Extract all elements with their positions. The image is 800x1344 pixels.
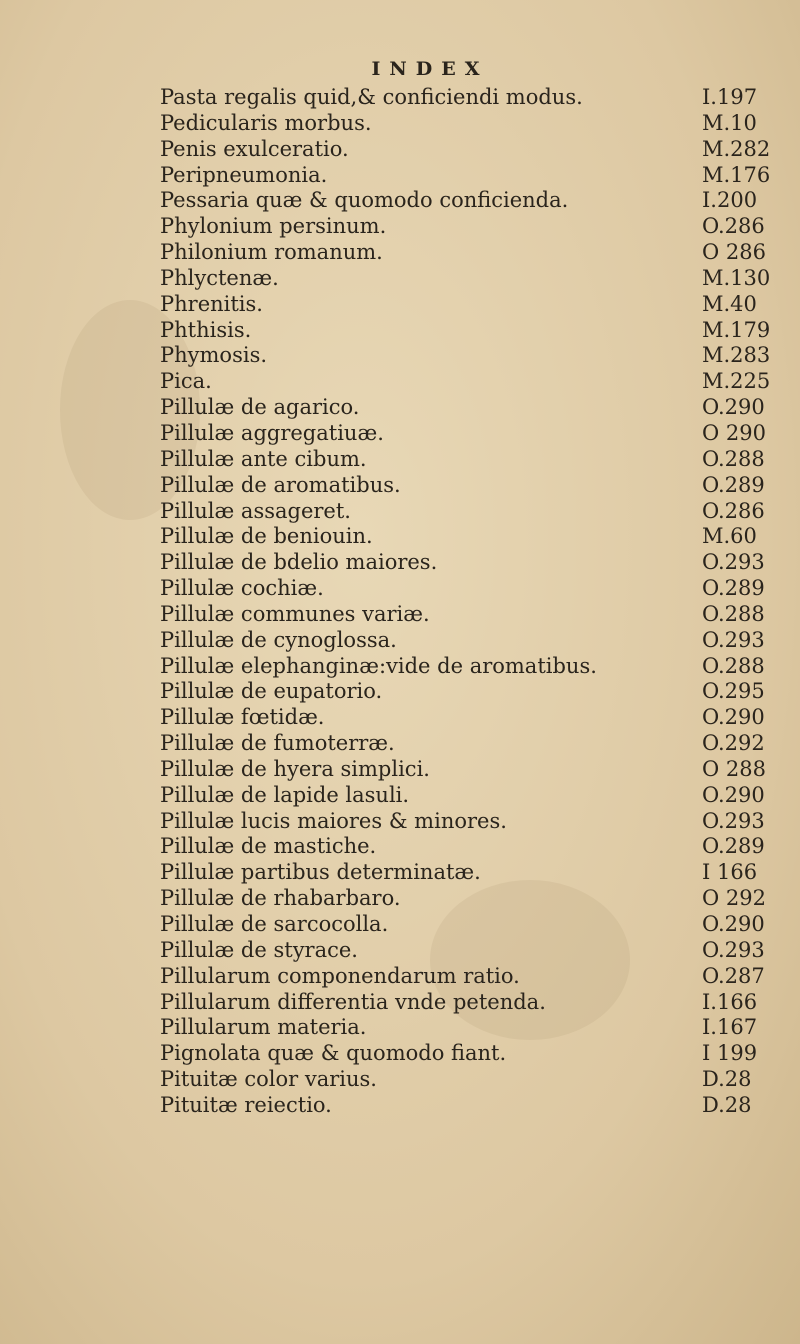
index-entry-ref: I.200	[702, 188, 758, 213]
index-entry-ref: O 288	[702, 756, 766, 781]
index-entry-ref: O 292	[702, 886, 766, 911]
index-entry-term: Pessaria quæ & quomodo conficienda.	[160, 188, 569, 213]
index-entry-term: Pasta regalis quid,& conficiendi modus.	[160, 85, 583, 109]
index-entry-term: Penis exulceratio.	[160, 136, 349, 161]
index-entry-ref: O 290	[702, 420, 766, 445]
index-entry-ref: I.167	[702, 1015, 758, 1040]
index-entry-term: Philonium romanum.	[160, 240, 383, 265]
index-entry-term: Phymosis.	[160, 343, 268, 368]
index-entry-ref: M.40	[702, 291, 757, 316]
index-entry-term: Pica.	[160, 369, 212, 394]
index-entry-term: Pillulæ de bdelio maiores.	[160, 550, 438, 575]
index-entry-term: Peripneumonia.	[160, 162, 328, 187]
index-entry-ref: I.197	[702, 85, 758, 109]
index-entry-term: Pillulæ fœtidæ.	[160, 705, 325, 730]
index-entry-ref: M.130	[702, 265, 771, 290]
index-entry-ref: O.293	[702, 808, 765, 833]
index-entry-term: Phlyctenæ.	[160, 265, 279, 290]
index-entry-ref: O.287	[702, 963, 765, 988]
index-entry-term: Phrenitis.	[160, 291, 263, 316]
index-entry-term: Pillulæ de beniouin.	[160, 524, 373, 549]
running-head: INDEX	[371, 58, 489, 80]
index-entry-ref: M.282	[702, 136, 771, 161]
index-entry-term: Pillularum materia.	[160, 1015, 367, 1040]
index-entry-ref: O.290	[702, 705, 765, 730]
index-entry-ref: O.286	[702, 498, 765, 523]
index-entry-term: Phylonium persinum.	[160, 214, 387, 239]
index-entry-term: Pituitæ reiectio.	[160, 1092, 332, 1117]
index-entry-ref: O.288	[702, 446, 765, 471]
index-entry-ref: O.288	[702, 653, 765, 678]
index-entry-term: Pillulæ de hyera simplici.	[160, 756, 430, 781]
index-entry-term: Pillulæ de eupatorio.	[160, 679, 383, 704]
index-entry-ref: I 199	[702, 1041, 758, 1066]
index-entry-ref: O.293	[702, 937, 765, 962]
index-entry-ref: O.290	[702, 782, 765, 807]
index-entry-term: Pituitæ color varius.	[160, 1067, 377, 1092]
index-entry-term: Pillulæ ante cibum.	[160, 446, 367, 471]
index-entry-ref: I.166	[702, 989, 758, 1014]
index-entry-term: Pillularum differentia vnde petenda.	[160, 989, 546, 1014]
index-entry-ref: D.28	[702, 1067, 752, 1092]
index-entry-ref: O.289	[702, 576, 765, 601]
index-entry-ref: O.288	[702, 601, 765, 626]
index-entry-ref: O.289	[702, 834, 765, 859]
index-entry-term: Pillulæ de rhabarbaro.	[160, 886, 401, 911]
index-entry-term: Pillulæ de fumoterræ.	[160, 731, 395, 756]
index-entry-term: Pillulæ cochiæ.	[160, 576, 324, 601]
index-entry-ref: O.290	[702, 912, 765, 936]
index-entry-ref: I 166	[702, 860, 758, 885]
index-reference-list	[702, 85, 800, 1119]
index-entry-ref: O.295	[702, 679, 765, 704]
index-entry-term: Pillularum componendarum ratio.	[160, 963, 520, 988]
index-entry-term: Pillulæ de mastiche.	[160, 834, 377, 859]
index-entry-ref: M.179	[702, 317, 771, 342]
index-entry-ref: O.289	[702, 472, 765, 497]
index-entry-term: Pillulæ aggregatiuæ.	[160, 420, 384, 445]
index-entry-ref: M.176	[702, 162, 771, 187]
index-entry-term: Pillulæ elephanginæ:vide de aromatibus.	[160, 653, 597, 678]
index-entry-term: Pillulæ de sarcocolla.	[160, 912, 389, 936]
index-entry-list	[160, 85, 700, 1119]
index-entry-ref: O.286	[702, 214, 765, 239]
index-entry-term: Pillulæ de lapide lasuli.	[160, 782, 410, 807]
index-entry-ref: M.60	[702, 524, 757, 549]
index-entry-ref: M.225	[702, 369, 771, 394]
index-entry-term: Pillulæ de agarico.	[160, 395, 360, 420]
index-entry-ref: M.283	[702, 343, 771, 368]
index-entry-term: Pillulæ de styrace.	[160, 937, 358, 962]
index-entry-ref: O.292	[702, 731, 765, 756]
index-entry-ref: O.293	[702, 550, 765, 575]
index-entry-term: Pignolata quæ & quomodo fiant.	[160, 1041, 507, 1066]
index-entry-ref: O.293	[702, 627, 765, 652]
index-entry-term: Pillulæ de aromatibus.	[160, 472, 401, 497]
index-entry-ref: O.290	[702, 395, 765, 420]
index-entry-ref: O 286	[702, 240, 766, 265]
index-entry-term: Pillulæ assageret.	[160, 498, 351, 523]
index-entry-term: Pedicularis morbus.	[160, 110, 372, 135]
index-entry-term: Pillulæ partibus determinatæ.	[160, 860, 481, 885]
index-entry-term: Pillulæ communes variæ.	[160, 601, 430, 626]
index-entry-term: Phthisis.	[160, 317, 252, 342]
index-entry-term: Pillulæ lucis maiores & minores.	[160, 808, 507, 833]
index-entry-term: Pillulæ de cynoglossa.	[160, 627, 397, 652]
index-entry-ref: M.10	[702, 110, 757, 135]
index-entry-ref: D.28	[702, 1092, 752, 1117]
